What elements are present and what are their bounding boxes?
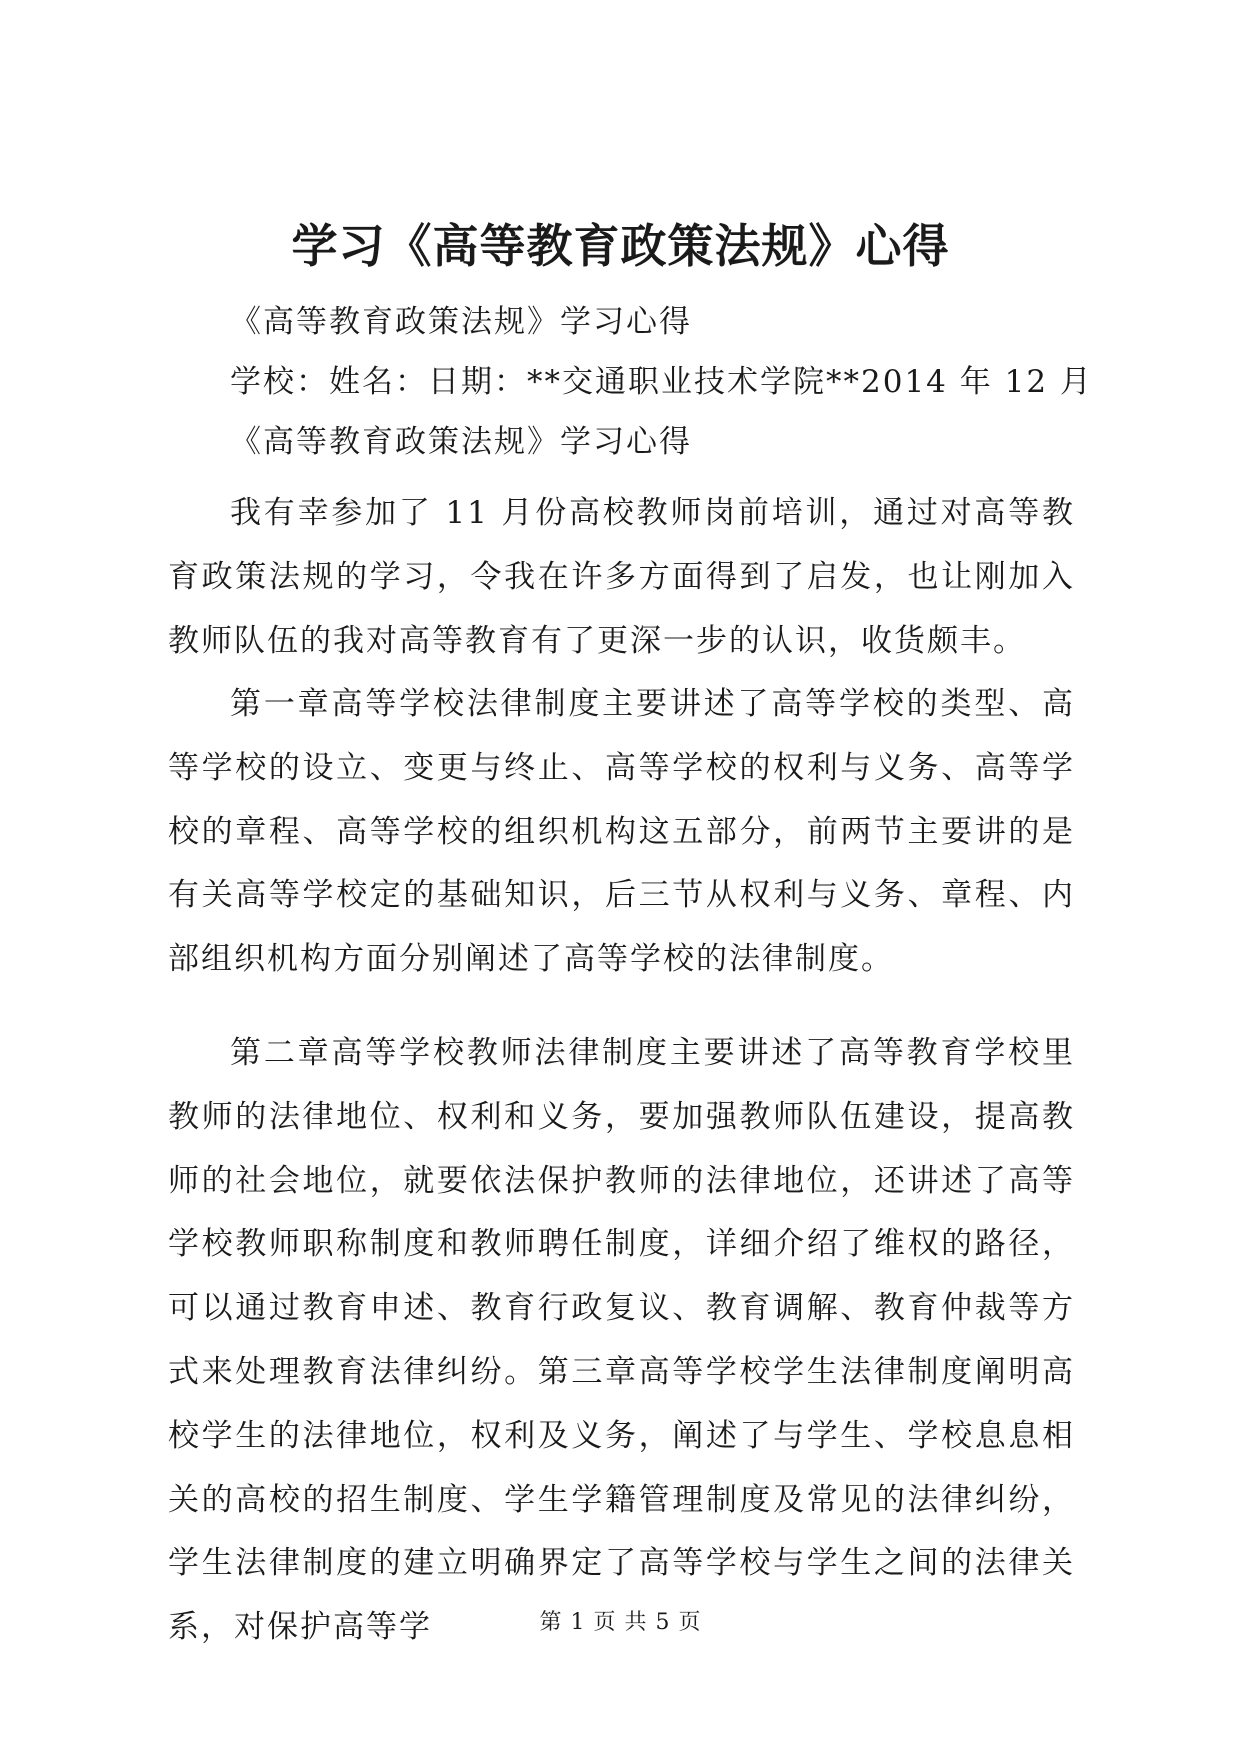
info-line: 学校：姓名：日期：**交通职业技术学院**2014 年 12 月: [230, 364, 1093, 400]
subtitle-line-2: 《高等教育政策法规》学习心得: [230, 424, 692, 460]
paragraph-2: 第一章高等学校法律制度主要讲述了高等学校的类型、高等学校的设立、变更与终止、高等学校的权利与义务、高等学校的章程、高等学校的组织机构这五部分，前两节主要讲的是有关高等学校定的基础知识，后三节从权利与义务、章程、内部组织机构方面分别阐述了高等学校的法律制度。: [168, 686, 1075, 978]
subtitle-line-1: 《高等教育政策法规》学习心得: [230, 304, 692, 340]
page-footer: 第 1 页 共 5 页: [539, 1610, 702, 1635]
document-title: 学习《高等教育政策法规》心得: [291, 219, 950, 273]
paragraph-3: 第二章高等学校教师法律制度主要讲述了高等教育学校里教师的法律地位、权利和义务，要加强教师队伍建设，提高教师的社会地位，就要依法保护教师的法律地位，还讲述了高等学校教师职称制度和教师聘任制度，详细介绍了维权的路径，可以通过教育申述、教育行政复议、教育调解、教育仲裁等方式来处理教育法律纠纷。第三章高等学校学生法律制度阐明高校学生的法律地位，权利及义务，阐述了与学生、学校息息相关的高校的招生制度、学生学籍管理制度及常见的法律纠纷，学生法律制度的建立明确界定了高等学校与学生之间的法律关系，对保护高等学: [168, 1035, 1075, 1646]
paragraph-1: 我有幸参加了 11 月份高校教师岗前培训，通过对高等教育政策法规的学习，令我在许多方面得到了启发，也让刚加入教师队伍的我对高等教育有了更深一步的认识，收货颇丰。: [168, 495, 1075, 659]
